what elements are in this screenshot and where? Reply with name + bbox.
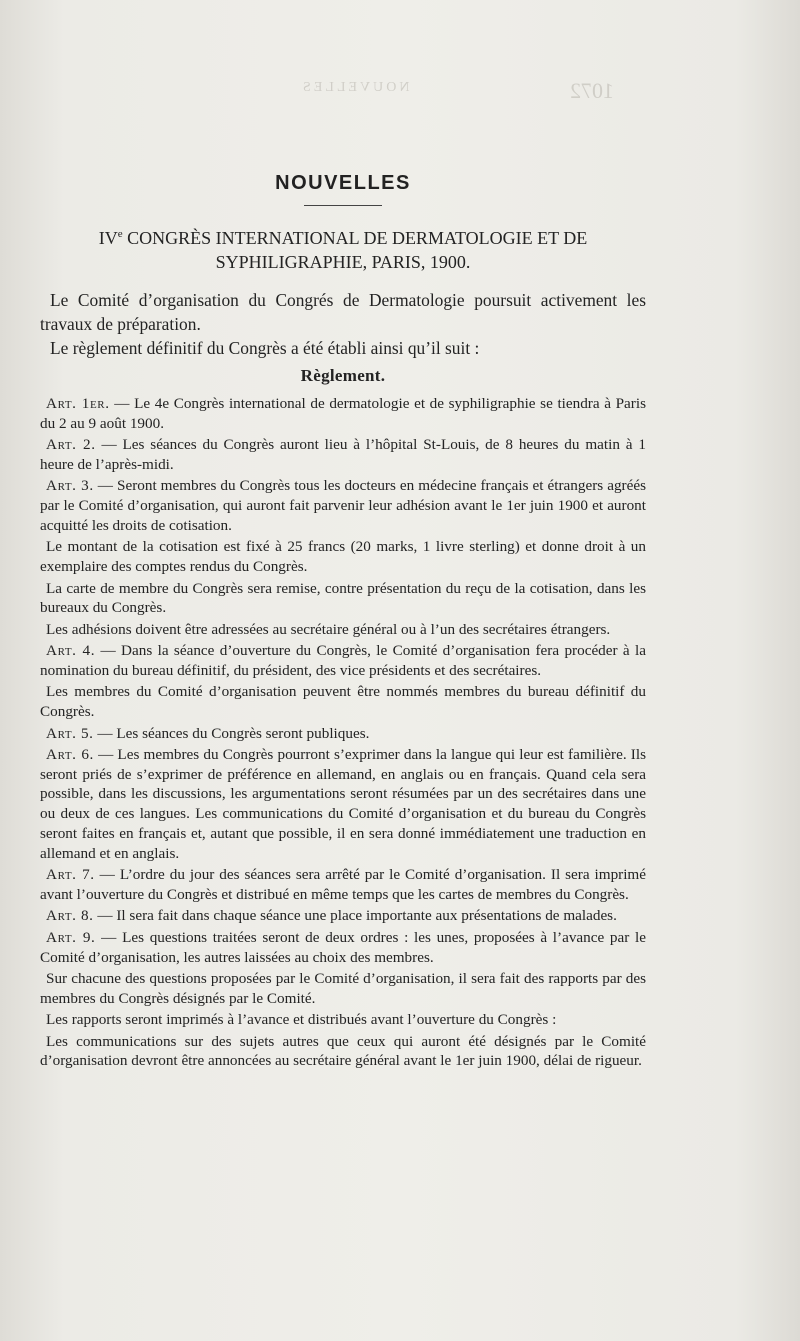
show-through-text: NOUVELLES bbox=[300, 80, 410, 95]
article-label: Art. 9. bbox=[46, 928, 96, 946]
article-text: Sur chacune des questions proposées par le Comité d’organisation, il sera fait des rapports par des membres du Congrès désignés par le Comité. bbox=[40, 970, 646, 1007]
article-text: Les rapports seront imprimés à l’avance et distribués avant l’ouverture du Congrès : bbox=[46, 1011, 557, 1029]
article-text: Les membres du Comité d’organisation peuvent être nommés membres du bureau définitif du Congrès. bbox=[40, 683, 646, 721]
article-paragraph bbox=[40, 928, 646, 968]
intro-paragraph-1: Le Comité d’organisation du Congrés de Dermatologie poursuit activement les travaux de préparation. bbox=[40, 290, 646, 334]
article-label: Art. 5. bbox=[46, 724, 94, 742]
article-label: Art. 7. bbox=[46, 866, 95, 884]
intro-paragraph-2: Le règlement définitif du Congrès a été établi ainsi qu’il suit : bbox=[50, 338, 480, 358]
article-continuation-paragraph bbox=[40, 969, 646, 1009]
article-paragraph bbox=[40, 865, 646, 905]
article-continuation-paragraph bbox=[40, 620, 646, 640]
article-label: Art. 1er. bbox=[46, 395, 110, 412]
congress-heading-line-2: SYPHILIGRAPHIE, PARIS, 1900. bbox=[215, 252, 471, 272]
section-title: Règlement. bbox=[300, 366, 386, 385]
congress-heading-line-1: IVe CONGRÈS INTERNATIONAL DE DERMATOLOGIE ET DE bbox=[98, 228, 588, 248]
show-through-text: 1072 bbox=[570, 78, 614, 103]
article-paragraph bbox=[40, 745, 646, 864]
article-text: — L’ordre du jour des séances sera arrêté par le Comité d’organisation. Il sera imprimé avant l’ouverture du Congrès et distribué en même temps que les cartes de membres du Congrès. bbox=[40, 866, 646, 904]
article-text: — Le 4e Congrès international de dermatologie et de syphiligraphie se tiendra à Paris du 2 au 9 août 1900. bbox=[40, 395, 646, 432]
page-title: NOUVELLES bbox=[275, 172, 411, 194]
article-column bbox=[40, 172, 646, 1073]
article-text: — Les membres du Congrès pourront s’exprimer dans la langue qui leur est familière. Ils seront priés de s’exprimer de préférence en allemand, en anglais ou en français. Quand cela sera possible, dans les discussions, les argumentations seront résumées par un des secrétaires dans une ou deux de ces langues. Les communications du Comité d’organisation et du bureau du Congrès seront faites en français et, autant que possible, il en sera donné immédiatement une traduction en allemand et en anglais. bbox=[40, 745, 646, 862]
article-text: Les adhésions doivent être adressées au secrétaire général ou à l’un des secrétaires étrangers. bbox=[46, 620, 611, 638]
article-text: — Seront membres du Congrès tous les docteurs en médecine français et étrangers agréés par le Comité d’organisation, qui auront fait parvenir leur adhésion avant le 1er juin 1900 et auront acquitté les droits de cotisation. bbox=[40, 477, 646, 534]
article-continuation-paragraph bbox=[40, 1010, 646, 1030]
congress-heading bbox=[40, 226, 646, 274]
article-paragraph bbox=[40, 394, 646, 434]
article-text: — Les séances du Congrès seront publiques. bbox=[93, 724, 370, 742]
article-label: Art. 4. bbox=[46, 642, 96, 660]
article-text: Le montant de la cotisation est fixé à 25 francs (20 marks, 1 livre sterling) et donne droit à un exemplaire des comptes rendus du Congrès. bbox=[40, 538, 646, 576]
article-continuation-paragraph bbox=[40, 579, 646, 619]
article-label: Art. 3. bbox=[46, 477, 94, 495]
article-text: La carte de membre du Congrès sera remise, contre présentation du reçu de la cotisation, dans les bureaux du Congrès. bbox=[40, 579, 646, 617]
article-text: — Les séances du Congrès auront lieu à l’hôpital St-Louis, de 8 heures du matin à 1 heure de l’après-midi. bbox=[40, 436, 646, 473]
article-paragraph bbox=[40, 906, 646, 926]
article-text: — Les questions traitées seront de deux ordres : les unes, proposées à l’avance par le Comité d’organisation, les autres laissées au choix des membres. bbox=[40, 928, 646, 966]
article-text: Les communications sur des sujets autres que ceux qui auront été désignés par le Comité d’organisation devront être annoncées au secrétaire général avant le 1er juin 1900, délai de rigueur. bbox=[40, 1032, 646, 1070]
articles-list bbox=[40, 394, 646, 1071]
article-continuation-paragraph bbox=[40, 682, 646, 722]
article-paragraph bbox=[40, 435, 646, 475]
article-text: — Dans la séance d’ouverture du Congrès, le Comité d’organisation fera procéder à la nomination du bureau définitif, du président, des vice présidents et des secrétaires. bbox=[40, 642, 646, 679]
article-label: Art. 8. bbox=[46, 907, 94, 925]
article-paragraph bbox=[40, 476, 646, 535]
article-paragraph bbox=[40, 724, 646, 744]
article-paragraph bbox=[40, 641, 646, 681]
article-continuation-paragraph bbox=[40, 1032, 646, 1072]
article-text: — Il sera fait dans chaque séance une place importante aux présentations de malades. bbox=[93, 907, 617, 925]
article-label: Art. 6. bbox=[46, 745, 94, 763]
title-rule bbox=[304, 205, 382, 206]
article-continuation-paragraph bbox=[40, 537, 646, 577]
article-label: Art. 2. bbox=[46, 436, 96, 454]
